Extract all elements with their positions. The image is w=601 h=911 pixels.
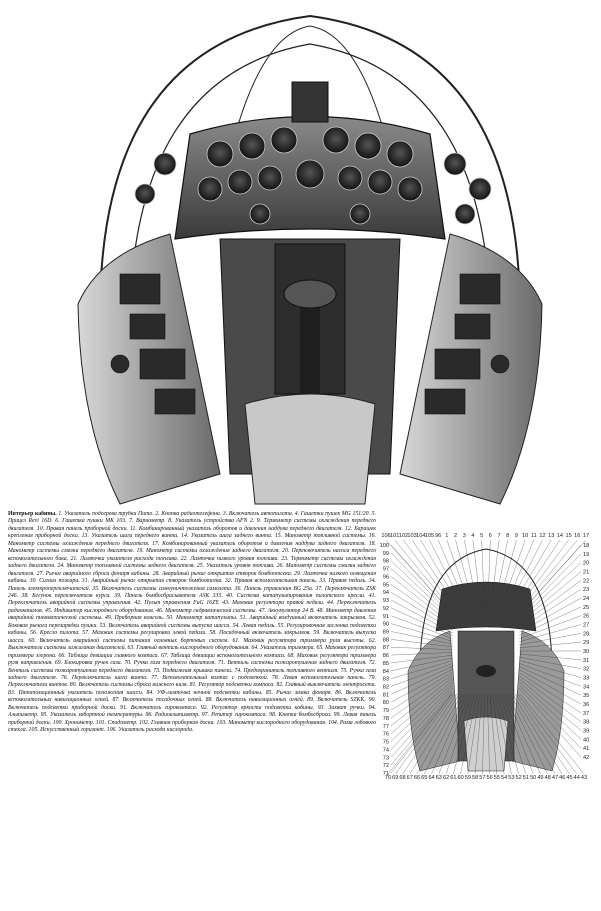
key-label-top: 9 xyxy=(514,533,518,539)
numbered-key-diagram xyxy=(380,531,592,781)
key-label-left: 71 xyxy=(382,771,389,777)
key-label-left: 74 xyxy=(382,747,389,754)
key-label-bottom: 64 xyxy=(428,775,435,781)
key-label-bottom: 49 xyxy=(537,775,544,781)
key-label-left: 83 xyxy=(382,676,389,683)
key-label-right: 34 xyxy=(583,684,590,691)
key-leader xyxy=(395,540,454,612)
key-label-right: 28 xyxy=(583,631,590,638)
key-label-bottom: 62 xyxy=(442,775,450,781)
key-label-left: 89 xyxy=(382,629,389,636)
key-leader xyxy=(518,540,577,612)
key-label-right: 19 xyxy=(583,551,590,558)
key-label-bottom: 61 xyxy=(450,775,457,781)
key-label-right: 24 xyxy=(583,596,590,602)
key-label-top: 103 xyxy=(407,533,417,539)
key-label-left: 92 xyxy=(382,605,389,612)
key-label-left: 80 xyxy=(382,700,389,707)
key-label-top: 105 xyxy=(424,533,435,539)
key-label-left: 96 xyxy=(382,574,389,581)
key-label-top: 2 xyxy=(454,533,458,539)
key-label-bottom: 56 xyxy=(486,775,493,781)
caption-title: Интерьер кабины. xyxy=(8,511,57,517)
key-label-top: 8 xyxy=(506,533,510,539)
key-label-left: 98 xyxy=(382,558,389,565)
key-label-bottom: 53 xyxy=(508,775,515,781)
key-leader xyxy=(515,540,569,612)
key-label-bottom: 45 xyxy=(566,775,573,781)
key-leader xyxy=(519,545,581,614)
key-label-right: 42 xyxy=(583,755,590,761)
key-label-left: 90 xyxy=(382,621,389,628)
key-label-bottom: 50 xyxy=(530,775,537,781)
gunsight xyxy=(292,82,328,122)
key-label-top: 96 xyxy=(435,533,442,539)
key-leader xyxy=(391,545,453,614)
key-label-left: 78 xyxy=(382,715,389,722)
key-label-top: 104 xyxy=(416,533,426,539)
key-label-left: 94 xyxy=(382,590,389,597)
key-label-right: 39 xyxy=(583,728,590,735)
key-label-right: 25 xyxy=(583,604,590,611)
key-label-bottom: 58 xyxy=(471,775,479,781)
key-inset-illustration xyxy=(408,549,564,771)
key-label-right: 22 xyxy=(583,578,590,585)
key-label-left: 95 xyxy=(382,582,389,589)
key-label-left: 81 xyxy=(382,692,389,699)
key-label-top: 4 xyxy=(471,533,475,539)
key-label-bottom: 67 xyxy=(406,775,413,781)
key-label-right: 32 xyxy=(583,666,590,673)
key-label-left: 77 xyxy=(382,723,389,730)
key-label-right: 41 xyxy=(583,746,590,753)
key-label-right: 27 xyxy=(583,622,590,629)
key-label-top: 7 xyxy=(497,533,501,539)
key-label-left: 99 xyxy=(382,550,389,557)
key-label-left: 73 xyxy=(382,755,389,762)
key-leader xyxy=(386,540,451,612)
key-label-top: 5 xyxy=(480,533,484,539)
key-label-bottom: 57 xyxy=(479,775,486,781)
key-leader xyxy=(412,540,460,612)
key-label-left: 93 xyxy=(382,598,389,605)
key-label-right: 33 xyxy=(583,675,590,682)
caption-legend: 1. Указатель подогрева трубки Пито. 2. Кнопка радиотелефона. 3. Включатель автопилота. 4. Гашетки пушек MG 151/20. 5. Прицел Revi 16D. 6. Гашетка пушки MK 103. 7. Вариометр. 8. Указатель устройства AFN 2. 9. Термометр системы охлаждения переднего двигателя. 10. Правая панель приборной доски. 11. Комбинированный указатель оборотов и давления наддува переднего двигателя. 12. Барашек крепления приборной доски. 13. Указатель шага переднего винта. 14. Указатель шага заднего винта. 15. Манометр топливной системы. 16. Манометр системы охлаждения переднего двигателя. 17. Комбинированный указатель оборотов и давления наддува заднего двигателя. 18. Манометр системы смазки переднего двигателя. 19. Манометр системы охлаждения заднего двигателя. 20. Переключатель насоса переднего вспомогательного бака. 21. Лампочка указателя расхода топлива. 22. Лампочка низкого уровня топлива. 23. Термометр системы охлаждения заднего двигателя. 24. Манометр топливной системы заднего двигателя. 25. Указатель уровня топлива. 26. Манометр системы смазки заднего двигателя. 27. Рычаг аварийного сброса фонаря кабины. 28. Аварийный рычаг открытия створок бомбоотсека. 29. Лампочка низкого освещения кабины. 30. Сигнал пожара. 31. Аварийный рычаг открытия створок бомбоотсека. 32. Правая вспомогательная панель. 33. Правая педаль. 34. Панель электропереключателей. 35. Включатель системы самоуничтожения самолета. 36. Панель управления BG 25a. 37. Переключатель ZSK 246. 38. Бегунок переключателя курса. 39. Панель бомбосбрасывателя ASK 335. 40. Система катапультирования пилотского кресла. 41. Переключатель аварийной системы управления. 42. Пульт управления FuG 16ZY. 43. Маховик регулятора правой педали. 44. Переключатель радиоканалов. 45. Индикатор кислородного оборудования. 46. Манометр гидравлической системы. 47. Аккумулятор 24 В. 48. Манометр давления аварийной пневматической системы. 49. Приборная консоль. 50. Манометр катапульты. 51. Аварийный воздушный включатель закрылков. 52. Боковая рычага перезарядки пушки. 53. Включатель аварийной системы выпуска шасси. 54. Левая педаль. 55. Регулировочная заслонка подсветки кабины. 56. Кресло пилота. 57. Маховик системы регулировки левой педали. 58. Посадочный включатель закрылков. 59. Включатель выпуска шасси. 60. Включатель аварийной системы питания основных бортовых систем. 61. Маховик регулятора триммера руля высоты. 62. Выключатели системы зажигания двигателей. 63. Главный вентиль кислородного оборудования. 64. Указатель триммера. 65. Маховик регулятора триммера элерона. 66. Таблица девиации главного компаса. 67. Таблица девиации вспомогательного компаса. 68. Маховик регулятора триммера руля направления. 69. Блокировка ручек газа. 70. Ручка газа переднего двигателя. 71. Вентиль системы пожаротушения заднего двигателя. 72. Вентиль системы пожаротушения переднего двигателя. 73. Подвижная крышка панели. 74. Предохранитель топливного вентиля. 75. Ручка газа заднего двигателя. 76. Переключатель шага винта. 77. Вспомогательный компас с подсветкой. 78. Левая вспомогательная панель. 79. Переключатели винтов. 80. Включатель системы сброса нижнего киля. 81. Регулятор подсветки компаса. 82. Главный выключатель электросети. 83. Пятипозиционный указатель положения шасси. 84. УФ-лампочка ночной подсветки кабины. 85. Рычаг замка фонаря. 86. Включатель вспомогательных навигационных огней. 87. Включатель посадочных огней. 88. Включатель навигационных огней. 89. Включатель SZKK. 90. Включатель подсветки приборной доски. 91. Включатель гирокомпаса. 92. Регулятор яркости подсветки кабины. 93. Захват ручки. 94. Альтиметр. 95. Указатель забортной температуры. 96. Радиоальтиметр. 97. Репитер гирокомпаса. 98. Кнопка бомбосброса. 99. Левая панель приборной доски. 100. Хронометр. 101. Спидометр. 102. Главная приборная доска. 103. Манометр кислородного оборудования. 104. Рама лобового стекла. 105. Искусственный горизонт. 106. Указатель расхода кислорода. xyxy=(8,511,376,734)
key-label-top: 14 xyxy=(556,533,564,539)
cockpit-caption xyxy=(8,511,376,906)
key-label-left: 87 xyxy=(382,645,389,652)
key-label-top: 16 xyxy=(574,533,581,539)
key-label-bottom: 63 xyxy=(435,775,442,781)
key-label-top: 11 xyxy=(530,533,537,539)
key-label-right: 29 xyxy=(583,640,590,647)
key-label-bottom: 68 xyxy=(399,775,406,781)
key-label-left: 75 xyxy=(382,739,389,746)
key-label-right: 31 xyxy=(583,657,590,664)
key-leader xyxy=(403,540,457,612)
key-label-top: 17 xyxy=(582,533,590,539)
key-label-bottom: 54 xyxy=(501,775,508,781)
key-label-top: 102 xyxy=(398,533,409,539)
cockpit-illustration xyxy=(60,4,560,510)
key-label-bottom: 48 xyxy=(544,775,551,781)
key-leader xyxy=(519,554,581,617)
key-label-left: 72 xyxy=(382,763,389,770)
key-label-right: 21 xyxy=(583,569,590,576)
key-label-bottom: 44 xyxy=(573,775,580,781)
key-label-right: 18 xyxy=(583,543,590,549)
key-label-bottom: 47 xyxy=(551,775,559,781)
key-label-bottom: 59 xyxy=(464,775,471,781)
key-label-bottom: 60 xyxy=(457,775,464,781)
key-label-bottom: 46 xyxy=(559,775,566,781)
key-label-top: 12 xyxy=(539,533,546,539)
key-label-left: 86 xyxy=(382,653,389,660)
key-label-top: 13 xyxy=(548,533,555,539)
key-label-right: 36 xyxy=(583,702,590,708)
key-leader xyxy=(521,540,586,612)
key-label-right: 40 xyxy=(583,737,590,744)
key-label-top: 10 xyxy=(522,533,529,539)
key-label-top: 101 xyxy=(390,533,400,539)
key-label-bottom: 52 xyxy=(515,775,522,781)
key-label-top: 6 xyxy=(488,533,492,539)
key-label-right: 38 xyxy=(583,719,590,726)
key-label-bottom: 65 xyxy=(421,775,428,781)
key-label-right: 20 xyxy=(583,560,590,567)
key-label-top: 15 xyxy=(565,533,572,539)
key-label-bottom: 51 xyxy=(522,775,530,781)
key-label-bottom: 55 xyxy=(493,775,501,781)
key-label-left: 79 xyxy=(382,708,389,715)
key-label-bottom: 66 xyxy=(413,775,421,781)
pilot-seat xyxy=(245,394,375,504)
key-label-left: 84 xyxy=(382,668,389,675)
key-label-right: 23 xyxy=(583,587,590,594)
key-label-left: 82 xyxy=(382,684,389,691)
key-label-bottom: 69 xyxy=(392,775,399,781)
key-label-left: 100 xyxy=(380,543,389,549)
key-label-right: 26 xyxy=(583,613,590,620)
key-label-right: 35 xyxy=(583,693,590,700)
key-label-top: 106 xyxy=(381,533,391,539)
key-label-left: 91 xyxy=(382,613,389,620)
key-label-bottom: 43 xyxy=(580,775,588,781)
key-leader xyxy=(391,553,453,617)
key-label-right: 30 xyxy=(583,649,590,655)
key-label-top: 3 xyxy=(462,533,466,539)
key-label-left: 97 xyxy=(382,566,389,573)
key-label-top: 1 xyxy=(445,533,449,539)
key-label-bottom: 70 xyxy=(384,775,392,781)
key-label-left: 88 xyxy=(382,637,389,644)
key-label-right: 37 xyxy=(583,710,590,717)
key-label-left: 85 xyxy=(382,660,389,667)
key-label-left: 76 xyxy=(382,731,389,738)
